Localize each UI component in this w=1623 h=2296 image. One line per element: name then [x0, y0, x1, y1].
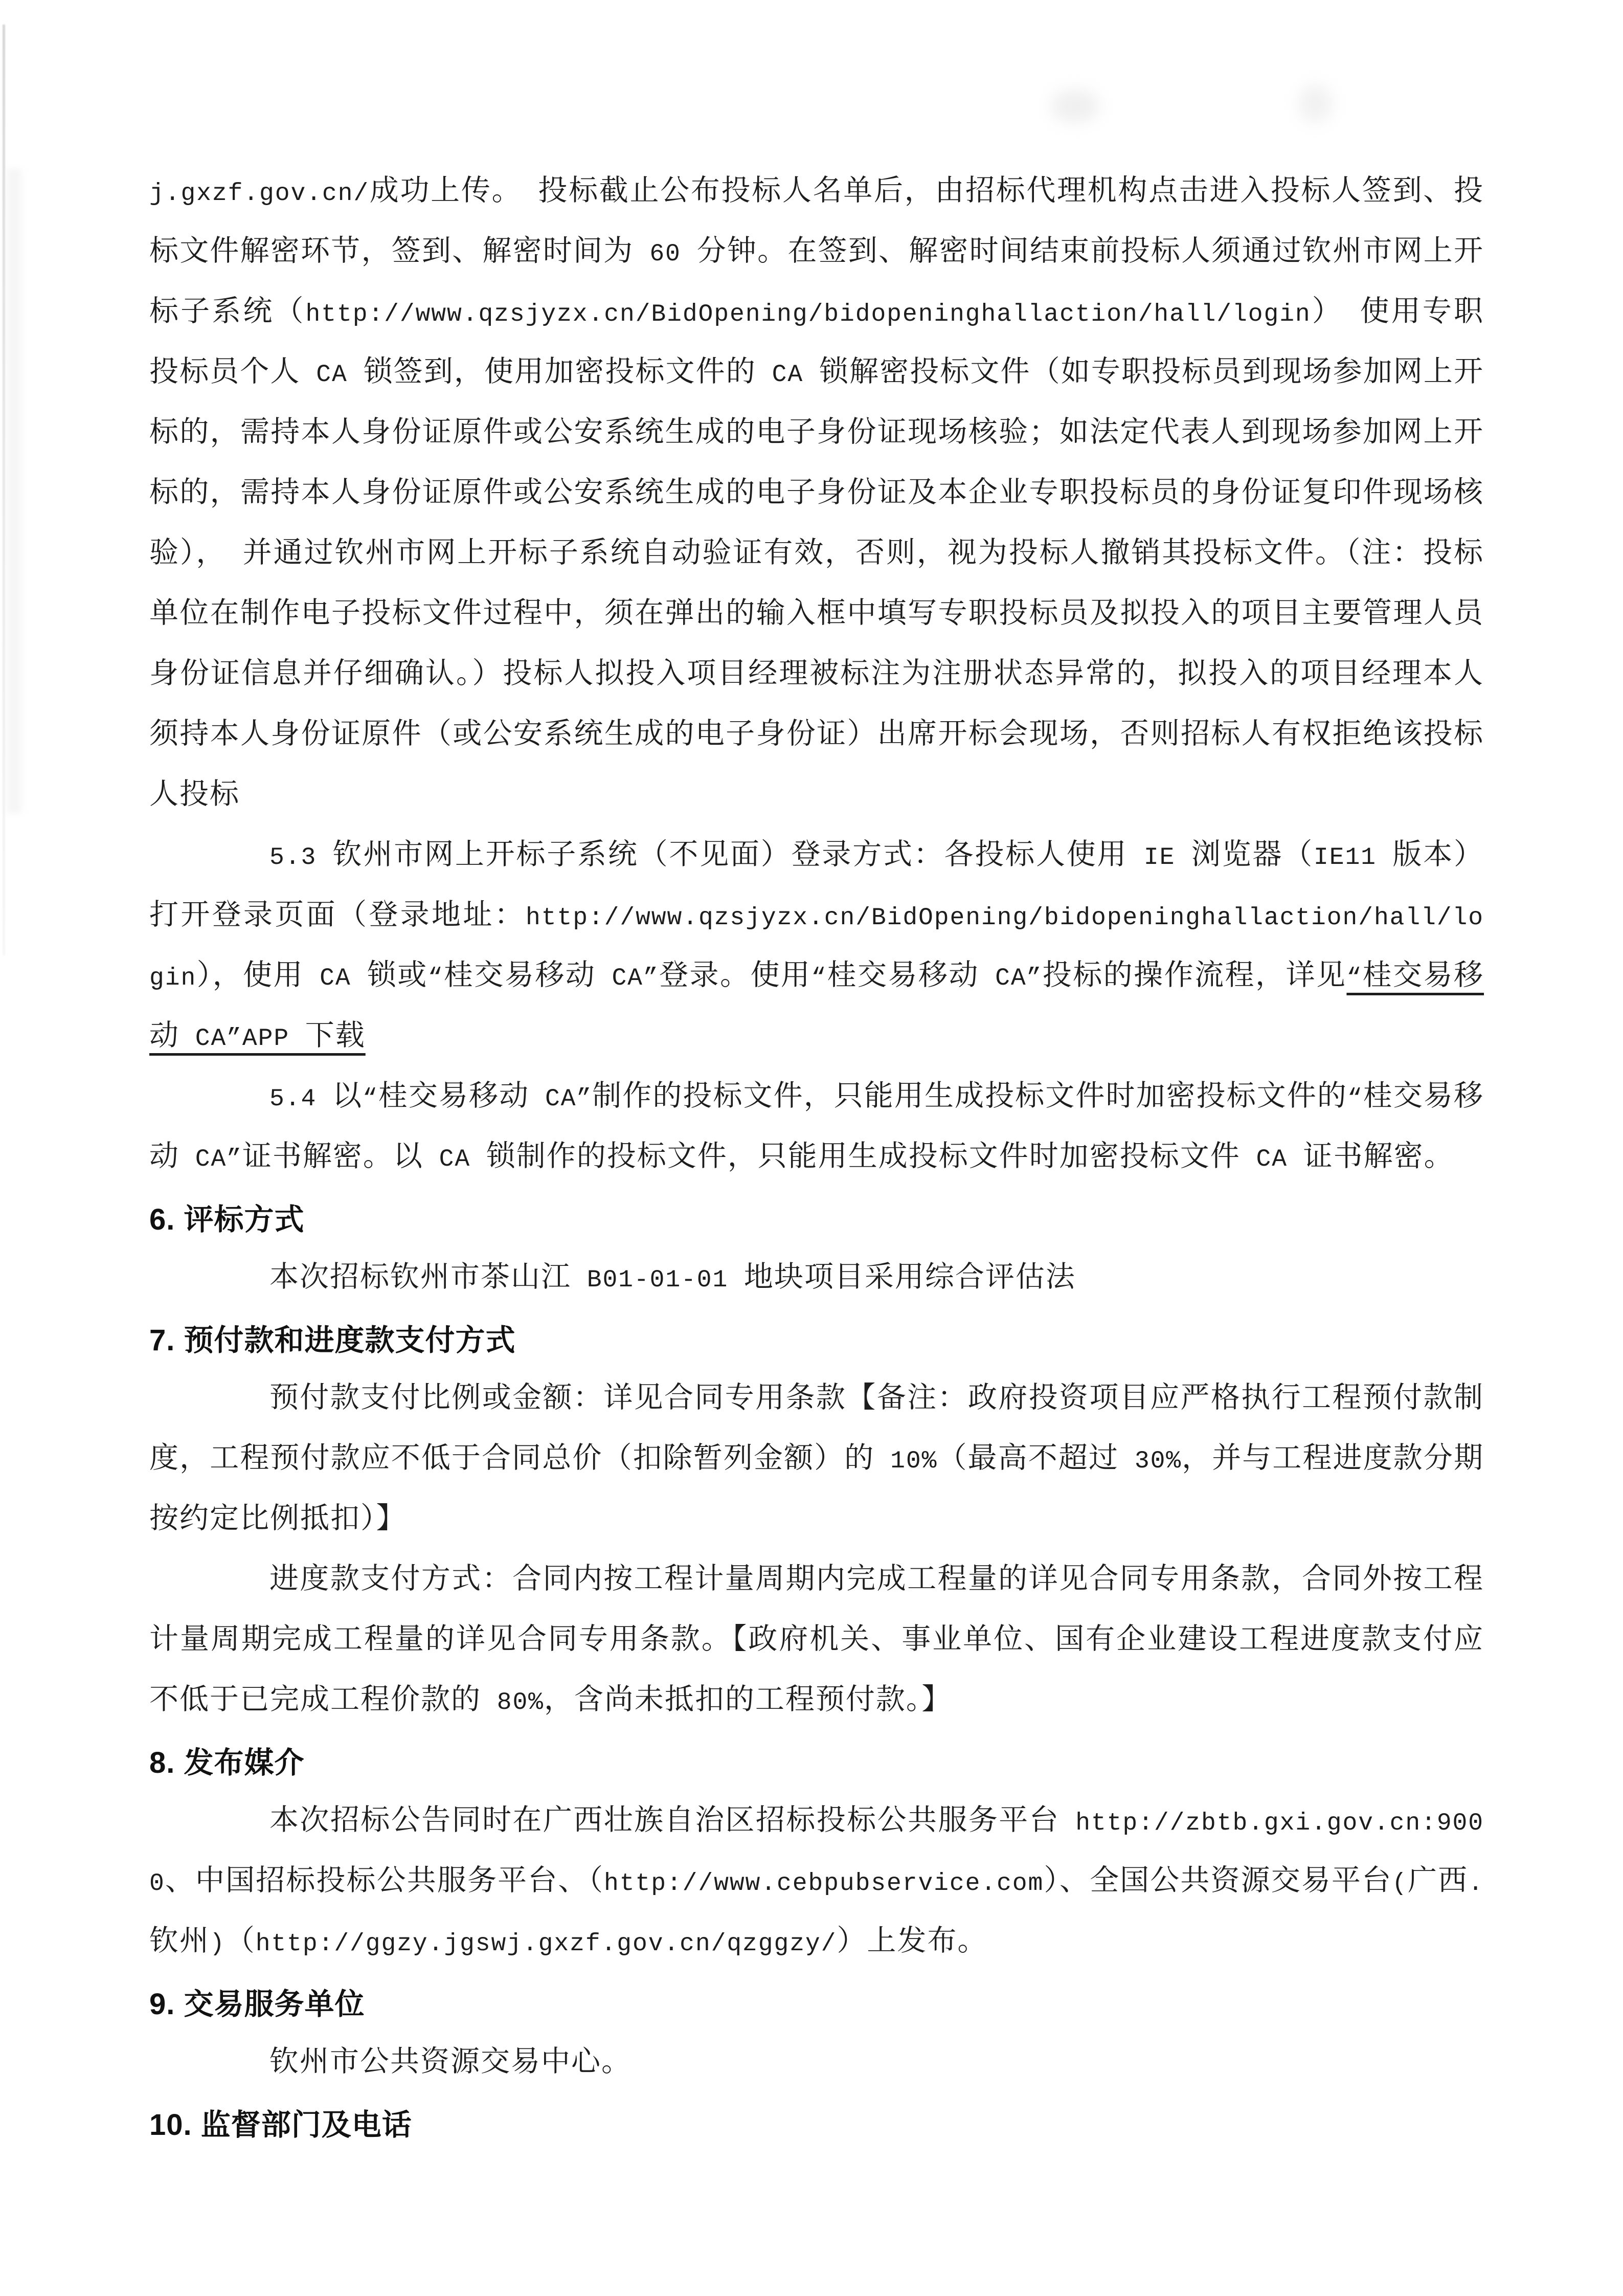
heading-10-supervision-department: 10. 监督部门及电话 — [149, 2108, 412, 2142]
paragraph-section-5-3 — [149, 828, 1484, 1069]
document-content — [149, 164, 1484, 2155]
paragraph-progress-payment: 进度款支付方式：合同内按工程计量周期内完成工程量的详见合同专用条款，合同外按工程计量周期完成工程量的详见合同专用条款。【政府机关、事业单位、国有企业建设工程进度款支付应不低于已完成工程价款的 80%，含尚未抵扣的工程预付款。】 — [149, 1568, 1484, 1717]
heading-8-publishing-media: 8. 发布媒介 — [149, 1746, 305, 1779]
paragraph-advance-payment: 预付款支付比例或金额：详见合同专用条款【备注：政府投资项目应严格执行工程预付款制度，工程预付款应不低于合同总价（扣除暂列金额）的 10%（最高不超过 30%，并与工程进度款分期按约定比例抵扣）】 — [149, 1387, 1484, 1535]
paragraph-publishing-media: 本次招标公告同时在广西壮族自治区招标投标公共服务平台 http://zbtb.gxi.gov.cn:9000、中国招标投标公共服务平台、（http://www.cebpubservice.com）、全国公共资源交易平台(广西.钦州)（http://ggzy.jgswj.gxzf.gov.cn/qzggzy/）上发布。 — [149, 1810, 1484, 1958]
paragraph-section-5-4: 5.4 以“桂交易移动 CA”制作的投标文件，只能用生成投标文件时加密投标文件的“桂交易移动 CA”证书解密。以 CA 锁制作的投标文件，只能用生成投标文件时加密投标文件 CA 证书解密。 — [149, 1085, 1484, 1173]
paragraph-evaluation-method: 本次招标钦州市茶山江 B01-01-01 地块项目采用综合评估法 — [269, 1266, 1076, 1294]
scan-edge-band-artifact — [7, 169, 21, 813]
heading-6-evaluation-method: 6. 评标方式 — [149, 1203, 305, 1236]
section-5-3-text: 5.3 钦州市网上开标子系统（不见面）登录方式：各投标人使用 IE 浏览器（IE11 版本）打开登录页面（登录地址：http://www.qzsjyzx.cn/BidOpening/bidopeninghallaction/hall/login），使用 CA 锁或“桂交易移动 CA”登录。使用“桂交易移动 CA”投标的操作流程，详见 — [149, 844, 1484, 992]
paragraph-upload-signin-decrypt: j.gxzf.gov.cn/成功上传。 投标截止公布投标人名单后，由招标代理机构点击进入投标人签到、投标文件解密环节，签到、解密时间为 60 分钟。在签到、解密时间结束前投标人须通过钦州市网上开标子系统（http://www.qzsjyzx.cn/BidOpening/bidopeninghallaction/hall/login） 使用专职投标员个人 CA 锁签到，使用加密投标文件的 CA 锁解密投标文件（如专职投标员到现场参加网上开标的，需持本人身份证原件或公安系统生成的电子身份证现场核验；如法定代表人到现场参加网上开标的，需持本人身份证原件或公安系统生成的电子身份证及本企业专职投标员的身份证复印件现场核验）， 并通过钦州市网上开标子系统自动验证有效，否则，视为投标人撤销其投标文件。（注：投标单位在制作电子投标文件过程中，须在弹出的输入框中填写专职投标员及拟投入的项目主要管理人员身份证信息并仔细确认。）投标人拟投入项目经理被标注为注册状态异常的，拟投入的项目经理本人须持本人身份证原件（或公安系统生成的电子身份证）出席开标会现场，否则招标人有权拒绝该投标人投标 — [149, 180, 1484, 811]
scan-smudge-artifact — [1051, 90, 1099, 123]
scan-edge-line-artifact — [3, 25, 5, 955]
paragraph-trading-service-unit: 钦州市公共资源交易中心。 — [269, 2051, 632, 2079]
heading-7-payment-method: 7. 预付款和进度款支付方式 — [149, 1324, 516, 1357]
scan-smudge-artifact — [1299, 84, 1332, 123]
mobile-ca-app-download-link[interactable]: “桂交易移动 CA”APP 下载 — [149, 965, 1484, 1053]
heading-9-trading-service-unit: 9. 交易服务单位 — [149, 1988, 365, 2021]
